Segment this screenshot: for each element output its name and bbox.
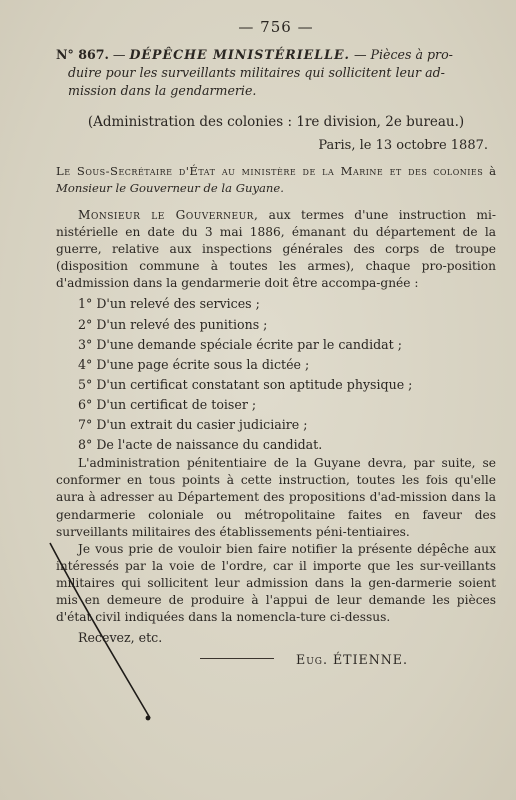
- list-item: 8° De l'acte de naissance du candidat.: [78, 437, 323, 453]
- dispatch-title: DÉPÊCHE MINISTÉRIELLE.: [129, 47, 350, 62]
- sender-title-2: colonies: [433, 164, 484, 178]
- signature: Eug. ÉTIENNE.: [296, 652, 408, 668]
- dispatch-number: N° 867.: [56, 47, 109, 62]
- document-content: [56, 18, 497, 668]
- sender-title: Le Sous-Secrétaire d'État au ministère de la Marine et des: [56, 164, 428, 178]
- paragraph-administration: L'administration pénitentiaire de la Guyane devra, par suite, se conformer en tous points à cette instruction, toutes les fois qu'elle aura à adresser au Département des propositions d'ad-mission dans la gendarmerie coloniale ou métropolitaine faites en faveur des surveillants militaires des établissements péni-tentiaires.: [56, 456, 496, 539]
- intro-text: aux termes d'une instruction mi-nistérielle en date du 3 mai 1886, émanant du département de la guerre, relative aux inspections générales des corps de troupe (disposition commune à toutes les armes), chaque pro-position d'admission dans la gendarmerie doit être accompa-gnée :: [56, 208, 497, 291]
- sender-line: [56, 163, 496, 197]
- list-item: 5° D'un certificat constatant son aptitude physique ;: [78, 376, 413, 392]
- dispatch-description-2: duire pour les surveillants militaires qui sollicitent leur ad-: [68, 65, 445, 80]
- salutation: Monsieur le Gouverneur,: [78, 208, 259, 222]
- dateline: Paris, le 13 octobre 1887.: [318, 138, 488, 153]
- paragraph-notification: Je vous prie de vouloir bien faire notifier la présente dépêche aux intéressés par la voie de l'ordre, car il importe que les sur-veillants militaires qui sollicitent leur admission dans la gen-darmerie soient mis en demeure de produire à l'appui de leur demande les pièces d'état civil indiquées dans la nomencla-ture ci-dessus.: [56, 541, 496, 625]
- intro-paragraph: [56, 207, 496, 292]
- required-documents-list: [56, 294, 496, 455]
- dispatch-heading: [56, 46, 496, 100]
- list-item: 4° D'une page écrite sous la dictée ;: [78, 356, 310, 372]
- heading-dash-2: —: [349, 47, 371, 62]
- list-item: 2° D'un relevé des punitions ;: [78, 316, 268, 332]
- ink-dot: [146, 716, 151, 721]
- addressee: Monsieur le Gouverneur de la Guyane.: [56, 181, 284, 195]
- list-item: 7° D'un extrait du casier judiciaire ;: [78, 417, 308, 433]
- page-number: — 756 —: [238, 18, 314, 36]
- list-item: 6° D'un certificat de toiser ;: [78, 396, 257, 412]
- signature-underline: [200, 658, 274, 659]
- heading-dash: —: [108, 47, 130, 62]
- dispatch-description-3: mission dans la gendarmerie.: [68, 83, 257, 98]
- administration-line: (Administration des colonies : 1re division, 2e bureau.): [87, 114, 465, 130]
- sender-connector: à: [483, 164, 496, 178]
- list-item: 1° D'un relevé des services ;: [78, 296, 260, 312]
- dispatch-description-1: Pièces à pro-: [370, 47, 453, 62]
- closing-row: [56, 630, 496, 668]
- list-item: 3° D'une demande spéciale écrite par le candidat ;: [78, 336, 402, 352]
- closing-formula: Recevez, etc.: [78, 630, 163, 646]
